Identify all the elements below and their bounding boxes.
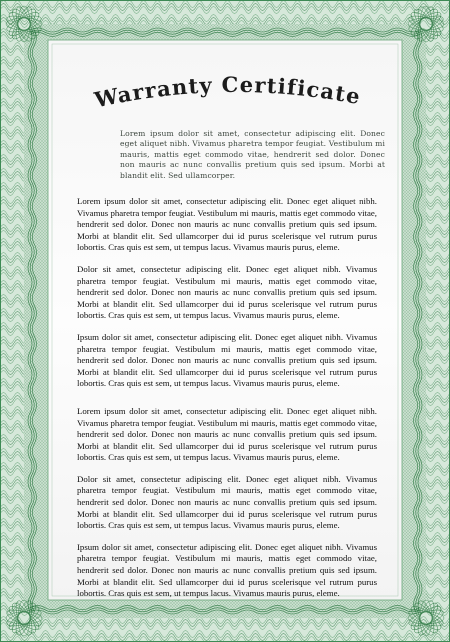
body-paragraph-1: Lorem ipsum dolor sit amet, consectetur adipiscing elit. Donec eget aliquet nibh. Vivamus pharetra tempor feugiat. Vestibulum mi mauris, mattis eget commodo vitae, hendrerit sed dolor. Donec non mauris ac nunc convallis pretium quis sed ipsum. Morbi at blandit elit. Sed ullamcorper dui id purus scelerisque vel rutrum purus lobortis. Cras quis est sem, ut tempus lacus. Vivamus mauris purus, eleme.	[77, 196, 377, 253]
body-paragraph-5: Dolor sit amet, consectetur adipiscing elit. Donec eget aliquet nibh. Vivamus pharetra tempor feugiat. Vestibulum mi mauris, mattis eget commodo vitae, hendrerit sed dolor. Donec non mauris ac nunc convallis pretium quis sed ipsum. Morbi at blandit elit. Sed ullamcorper dui id purus scelerisque vel rutrum purus lobortis. Cras quis est sem, ut tempus lacus. Vivamus mauris purus, eleme.	[77, 473, 377, 531]
body-paragraph-4: Lorem ipsum dolor sit amet, consectetur adipiscing elit. Donec eget aliquet nibh. Vivamus pharetra tempor feugiat. Vestibulum mi mauris, mattis eget commodo vitae, hendrerit sed dolor. Donec non mauris ac nunc convallis pretium quis sed ipsum. Morbi at blandit elit. Sed ullamcorper dui id purus scelerisque vel rutrum purus lobortis. Cras quis est sem, ut tempus lacus. Vivamus mauris purus, eleme.	[77, 405, 377, 463]
svg-text:Warranty Certificate	[91, 72, 363, 113]
certificate-title-text: Warranty Certificate	[92, 72, 364, 113]
intro-text: Lorem ipsum dolor sit amet, consectetur adipiscing elit. Donec eget aliquet nibh. Vivamus pharetra tempor feugiat. Vestibulum mi mauris, mattis eget commodo vitae, hendrerit sed dolor. Donec non mauris ac nunc convallis pretium quis sed ipsum. Morbi at blandit elit. Sed ullamcorper.	[120, 129, 385, 180]
body-paragraph-3: Ipsum dolor sit amet, consectetur adipiscing elit. Donec eget aliquet nibh. Vivamus pharetra tempor feugiat. Vestibulum mi mauris, mattis eget commodo vitae, hendrerit sed dolor. Donec non mauris ac nunc convallis pretium quis sed ipsum. Morbi at blandit elit. Sed ullamcorper dui id purus scelerisque vel rutrum purus lobortis. Cras quis est sem, ut tempus lacus. Vivamus mauris purus, eleme.	[77, 331, 377, 389]
certificate-title	[55, 72, 400, 122]
certificate-body	[77, 196, 377, 610]
body-paragraph-2: Dolor sit amet, consectetur adipiscing elit. Donec eget aliquet nibh. Vivamus pharetra tempor feugiat. Vestibulum mi mauris, mattis eget commodo vitae, hendrerit sed dolor. Donec non mauris ac nunc convallis pretium quis sed ipsum. Morbi at blandit elit. Sed ullamcorper dui id purus scelerisque vel rutrum purus lobortis. Cras quis est sem, ut tempus lacus. Vivamus mauris purus, eleme.	[77, 263, 377, 321]
body-paragraph-6: Ipsum dolor sit amet, consectetur adipiscing elit. Donec eget aliquet nibh. Vivamus pharetra tempor feugiat. Vestibulum mi mauris, mattis eget commodo vitae, hendrerit sed dolor. Donec non mauris ac nunc convallis pretium quis sed ipsum. Morbi at blandit elit. Sed ullamcorper dui id purus scelerisque vel rutrum purus lobortis. Cras quis est sem, ut tempus lacus. Vivamus mauris purus, eleme.	[77, 541, 377, 599]
